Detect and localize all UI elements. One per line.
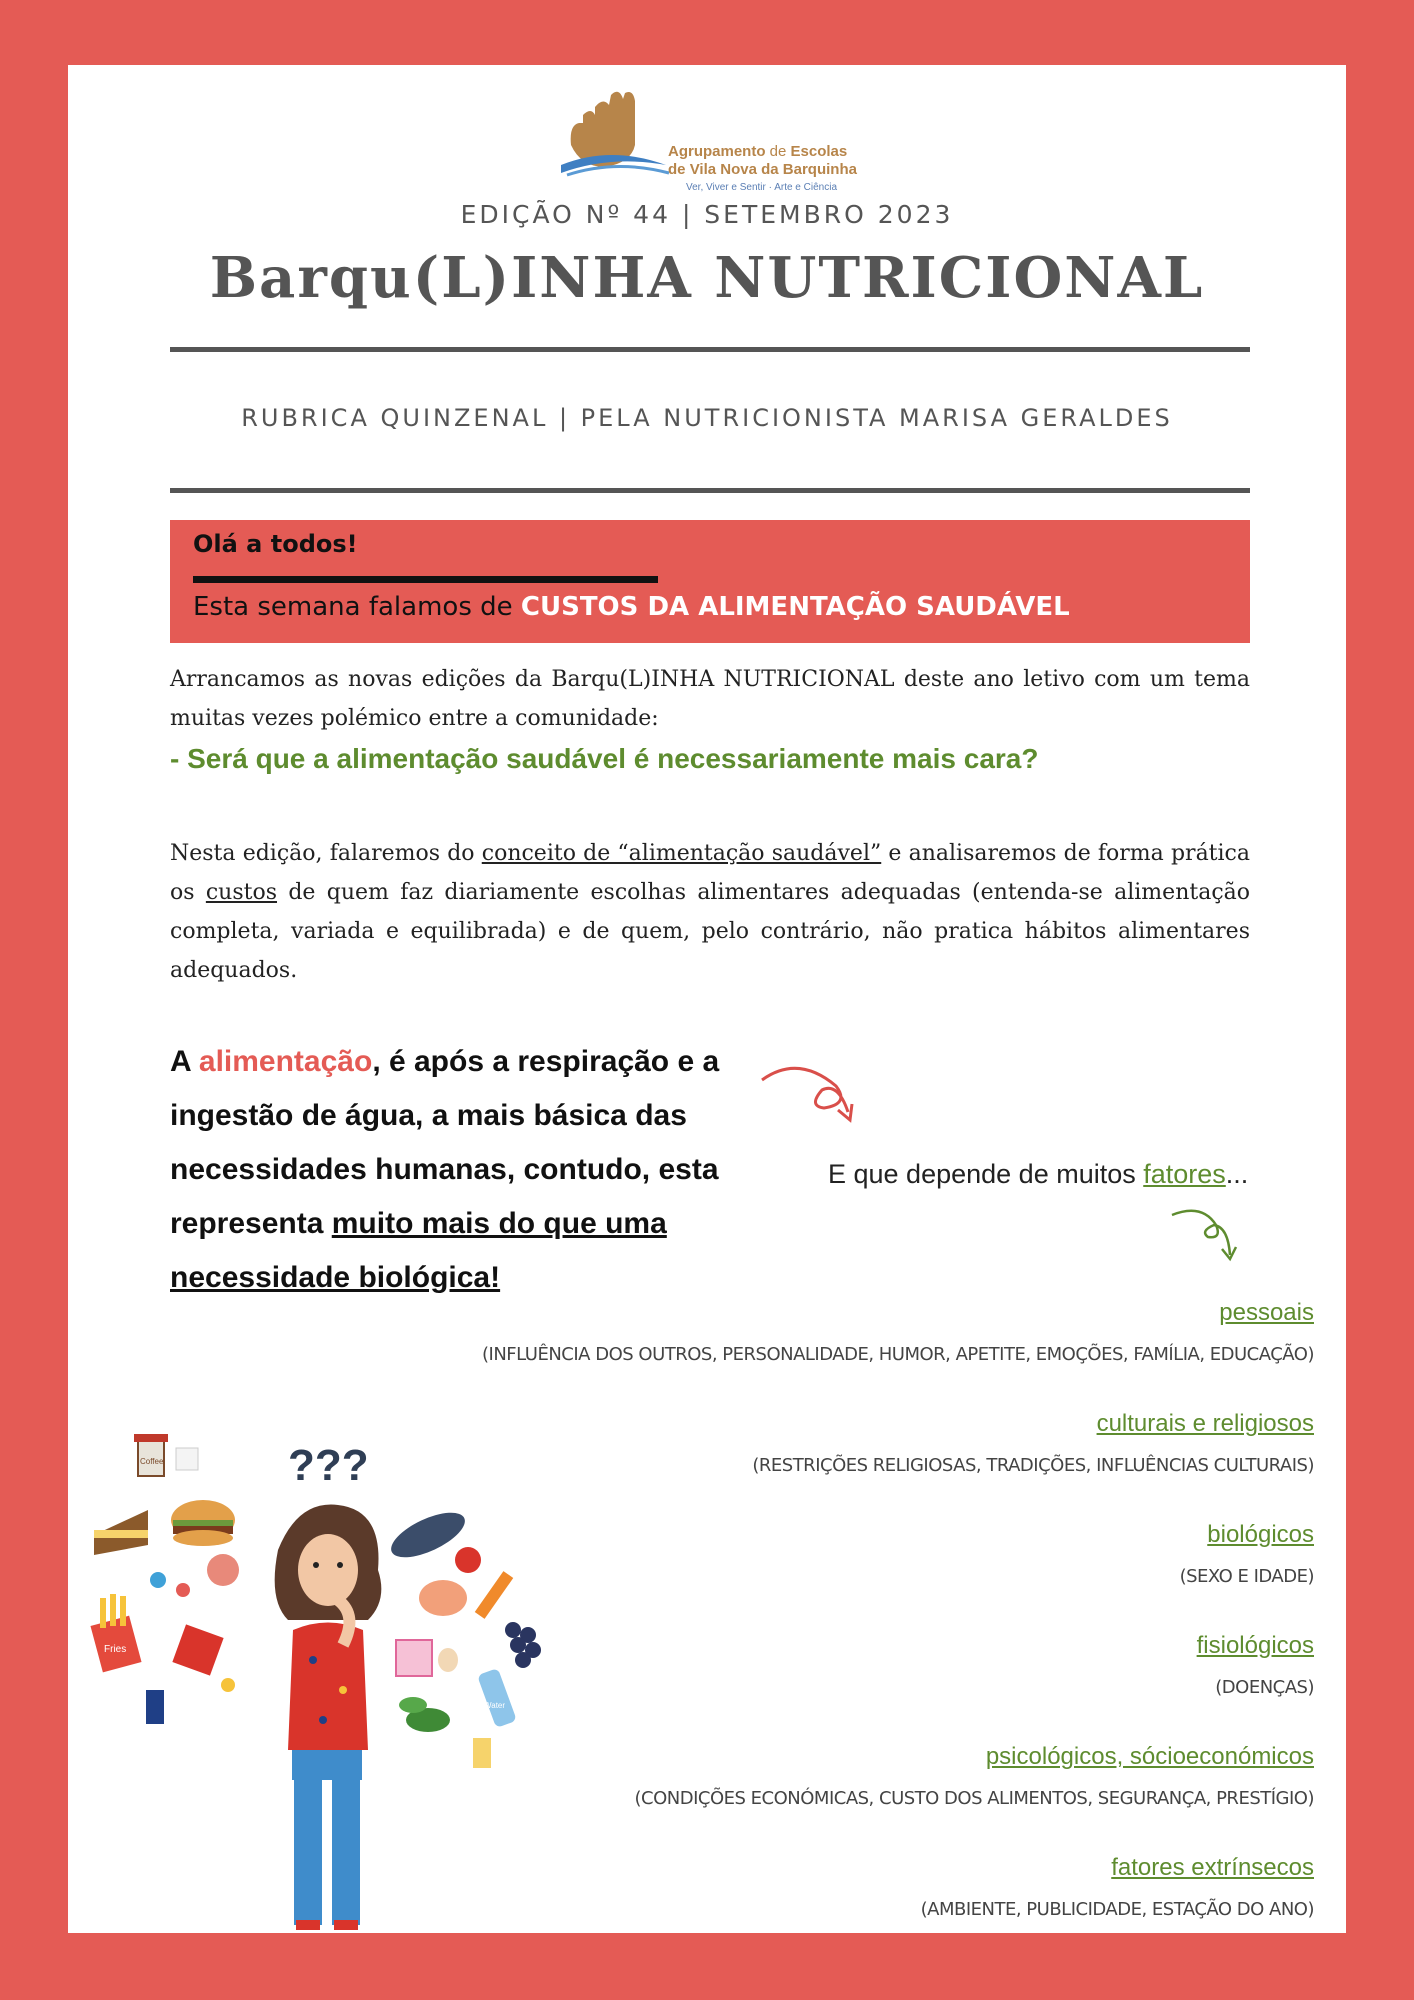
factor-description: (SEXO E IDADE) xyxy=(1179,1566,1314,1587)
costs-link: custos xyxy=(205,880,278,905)
factor-description: (RESTRIÇÕES RELIGIOSAS, TRADIÇÕES, INFLUÊNCIAS CULTURAIS) xyxy=(752,1455,1314,1476)
svg-text:Coffee: Coffee xyxy=(140,1457,164,1466)
depends-on-factors: E que depende de muitos fatores... xyxy=(828,1159,1249,1189)
yogurt-icon xyxy=(396,1640,432,1676)
carrot-icon xyxy=(475,1571,514,1619)
logo-tagline: Ver, Viver e Sentir · Arte e Ciência xyxy=(686,182,838,193)
concept-link: conceito de “alimentação saudável” xyxy=(481,841,882,866)
curved-arrow-green-icon xyxy=(1168,1205,1248,1265)
meat-icon xyxy=(207,1554,239,1586)
question-marks: ??? xyxy=(288,1441,369,1490)
logo-org-line2: de Vila Nova da Barquinha xyxy=(668,161,857,178)
factor-item xyxy=(414,1296,1314,1396)
water-bottle-icon xyxy=(477,1668,517,1728)
greeting: Olá a todos! xyxy=(193,530,358,558)
greens-icon xyxy=(399,1697,450,1732)
factor-description: (AMBIENTE, PUBLICIDADE, ESTAÇÃO DO ANO) xyxy=(920,1899,1314,1920)
factor-title: fisiológicos xyxy=(1196,1632,1314,1659)
factor-title: fatores extrínsecos xyxy=(1111,1854,1314,1881)
edition-line: EDIÇÃO Nº 44 | SETEMBRO 2023 xyxy=(460,200,954,229)
thinking-woman-figure xyxy=(275,1505,382,1930)
factor-title: psicológicos, sócioeconómicos xyxy=(985,1743,1314,1770)
school-logo xyxy=(561,85,861,193)
topic-highlight: CUSTOS DA ALIMENTAÇÃO SAUDÁVEL xyxy=(520,592,1070,622)
apple-icon xyxy=(455,1547,481,1573)
svg-text:Fries: Fries xyxy=(104,1644,127,1655)
factor-title: pessoais xyxy=(1219,1299,1314,1326)
factor-description: (CONDIÇÕES ECONÓMICAS, CUSTO DOS ALIMENTOS, SEGURANÇA, PRESTÍGIO) xyxy=(634,1788,1314,1809)
sugar-cube-icon xyxy=(176,1448,198,1470)
page-title: Barqu(L)INHA NUTRICIONAL xyxy=(209,245,1205,311)
factor-title: biológicos xyxy=(1207,1521,1314,1548)
curved-arrow-red-icon xyxy=(758,1060,878,1140)
intro-question: - Será que a alimentação saudável é necessariamente mais cara? xyxy=(170,743,1039,774)
topic-line: Esta semana falamos de CUSTOS DA ALIMENTAÇÃO SAUDÁVEL xyxy=(193,592,1070,622)
chicken-leg-icon xyxy=(419,1580,467,1616)
fries-icon xyxy=(90,1594,141,1672)
thinking-woman-food-illustration xyxy=(88,1420,568,1933)
coffee-cup-icon xyxy=(134,1434,168,1476)
divider-bottom xyxy=(170,488,1250,493)
logo-building-icon xyxy=(561,85,671,185)
logo-org-line1: Agrupamento de Escolas xyxy=(668,143,848,160)
banner-underline xyxy=(193,576,658,583)
intro-paragraph: Arrancamos as novas edições da Barqu(L)INHA NUTRICIONAL deste ano letivo com um tema muitas vezes polémico entre a comunidade: xyxy=(170,667,1250,731)
soda-can-icon xyxy=(146,1690,164,1724)
juice-glass-icon xyxy=(473,1738,491,1768)
candy-icon xyxy=(150,1572,166,1588)
svg-text:Water: Water xyxy=(484,1701,506,1710)
highlight-quote: A alimentação, é após a respiração e a ingestão de água, a mais básica das necessidades humanas, contudo, esta representa muito mais do que uma necessidade biológica! xyxy=(170,1045,720,1294)
edition-paragraph: Nesta edição, falaremos do conceito de “alimentação saudável” e analisaremos de forma prática os custos de quem faz diariamente escolhas alimentares adequadas (entenda-se alimentação completa, variada e equilibrada) e de quem, pelo contrário, não pratica hábitos alimentares adequados. xyxy=(170,841,1250,983)
column-subtitle: RUBRICA QUINZENAL | PELA NUTRICIONISTA MARISA GERALDES xyxy=(241,404,1173,432)
egg-icon xyxy=(438,1648,458,1672)
factor-description: (DOENÇAS) xyxy=(1215,1677,1314,1698)
grapes-icon xyxy=(505,1622,541,1668)
factor-description: (INFLUÊNCIA DOS OUTROS, PERSONALIDADE, HUMOR, APETITE, EMOÇÕES, FAMÍLIA, EDUCAÇÃO) xyxy=(482,1344,1314,1365)
newsletter-page xyxy=(68,65,1346,1933)
topic-banner xyxy=(170,520,1250,643)
chips-bag-icon xyxy=(172,1624,223,1675)
factor-title: culturais e religiosos xyxy=(1096,1410,1314,1437)
divider-top xyxy=(170,347,1250,352)
